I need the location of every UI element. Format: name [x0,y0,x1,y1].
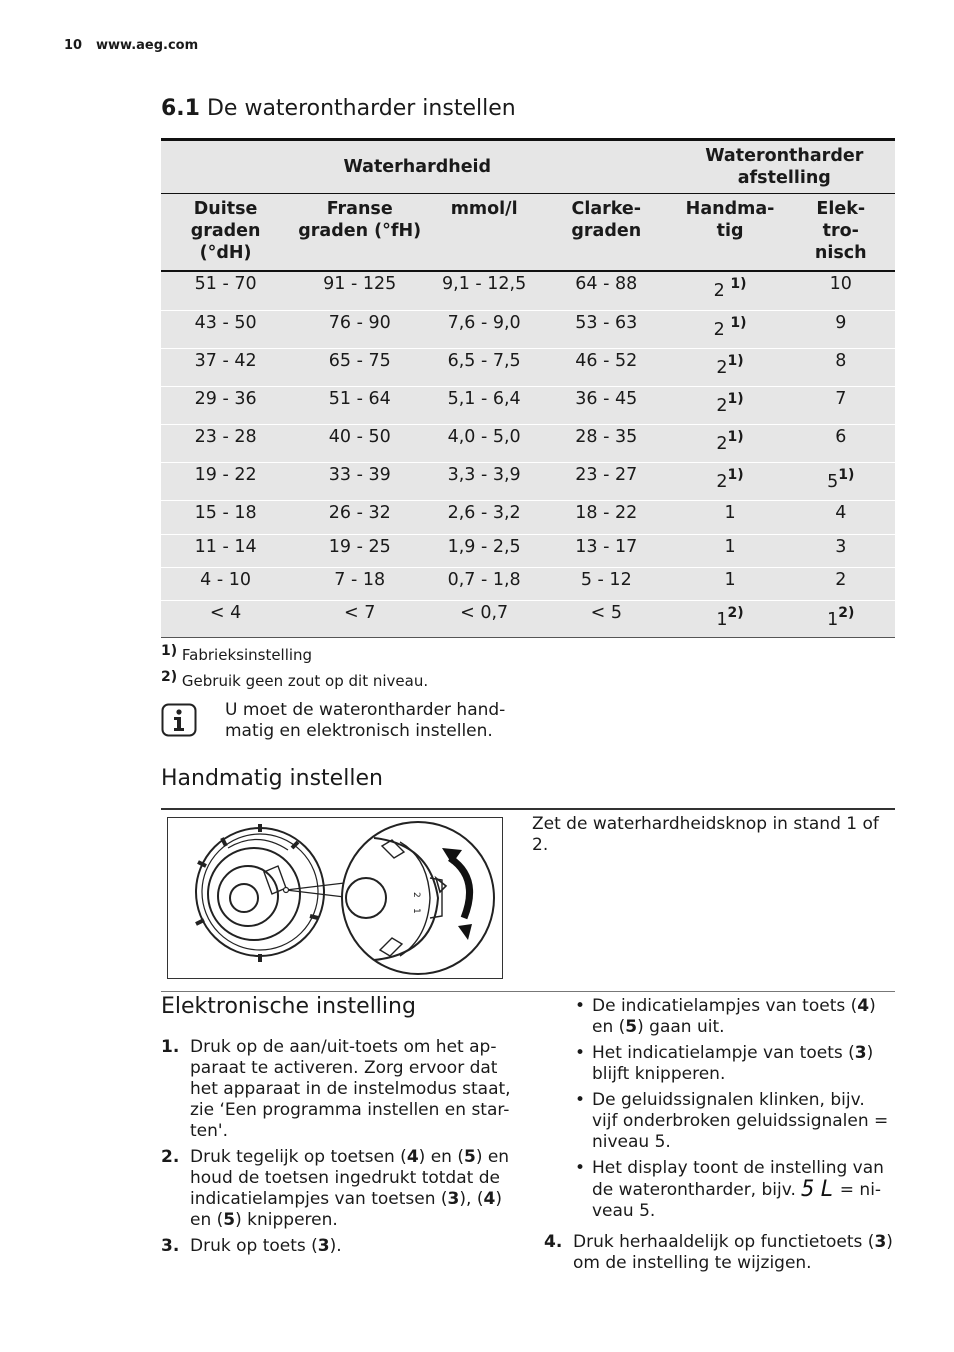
cell: 43 - 50 [161,310,290,348]
cell: 3 [787,534,895,567]
bullet-text: De geluidssignalen klinken, bijv. vijf onderbroken geluidssignalen = niveau 5. [592,1090,889,1152]
key-ref: 5 [223,1210,236,1230]
step-1 [161,1037,511,1142]
cell: 9 [787,310,895,348]
step-text: ), ( [459,1189,484,1209]
table-row [161,534,895,567]
cell [674,386,787,424]
electronic-heading: Elektronische instelling [161,994,416,1019]
dial-label-2: 2 [411,892,421,898]
key-ref: 4 [857,996,870,1016]
cell: 23 - 28 [161,424,290,462]
cell: 51 - 70 [161,271,290,310]
key-ref: 4 [406,1147,419,1167]
cell: 46 - 52 [539,348,674,386]
footnote-mark: 1) [727,390,744,407]
cell [674,348,787,386]
steps-left [161,1037,511,1262]
cell: 10 [787,271,895,310]
cell: 29 - 36 [161,386,290,424]
table-row [161,462,895,500]
cell: 4 [787,500,895,534]
footnote-text: Gebruik geen zout op dit niveau. [181,672,429,690]
bullet-text: De indicatielampjes van toets ( [592,996,858,1016]
cell-value: 2 [713,281,725,301]
bullet-item [573,1158,895,1222]
cell: 6,5 - 7,5 [429,348,539,386]
cell: 6 [787,424,895,462]
cell: 15 - 18 [161,500,290,534]
cell: 33 - 39 [290,462,429,500]
table-row [161,567,895,600]
cell: 91 - 125 [290,271,429,310]
group-header-afstelling: Waterontharder afstelling [674,140,895,194]
page-url: www.aeg.com [96,38,199,53]
footnote-mark: 1) [838,466,855,483]
cell: 7,6 - 9,0 [429,310,539,348]
info-note [225,700,505,742]
bullet-text: ) en ( [592,996,876,1037]
bullet-text: Het display toont de instelling van de waterontharder, bijv. [592,1158,884,1200]
col-header-franse: Franse graden (°fH) [290,194,429,272]
key-ref: 5 [625,1017,638,1037]
bullet-item [573,1043,895,1085]
cell [674,424,787,462]
cell: 13 - 17 [539,534,674,567]
cell: 19 - 22 [161,462,290,500]
cell-value: 2 [716,395,728,416]
step-text: ) en ( [418,1147,464,1167]
footnote-1 [161,643,313,664]
cell: < 7 [290,600,429,637]
footnote-mark: 1) [727,428,744,445]
cell: 2 [787,567,895,600]
cell: 26 - 32 [290,500,429,534]
cell: 76 - 90 [290,310,429,348]
cell: 1 [674,534,787,567]
divider [161,808,895,810]
footnote-mark: 2) [161,669,178,685]
cell: 4,0 - 5,0 [429,424,539,462]
col-header-duitse: Duitse graden (°dH) [161,194,290,272]
softener-dial-illustration [167,817,503,979]
cell: 7 - 18 [290,567,429,600]
col-header-clarke: Clarke-graden [539,194,674,272]
cell: 1 [674,567,787,600]
footnote-2 [161,669,429,690]
cell-value: 2 [716,433,728,454]
step-number: 1. [161,1037,180,1057]
footnote-text: Fabrieksinstelling [181,646,313,664]
step-text: Druk herhaaldelijk op functietoets ( [573,1232,875,1252]
step-text: Druk tegelijk op toetsen ( [190,1147,407,1167]
cell: 53 - 63 [539,310,674,348]
step-4 [544,1232,894,1274]
cell: < 0,7 [429,600,539,637]
cell: 51 - 64 [290,386,429,424]
step-3 [161,1236,511,1257]
bullet-item [573,1090,895,1153]
step-text: ). [329,1236,342,1256]
section-number: 6.1 [161,96,200,121]
col-header-mmol: mmol/l [429,194,539,272]
table-row [161,500,895,534]
cell: 36 - 45 [539,386,674,424]
cell: 3,3 - 3,9 [429,462,539,500]
table-row [161,600,895,637]
cell: < 4 [161,600,290,637]
key-ref: 3 [854,1043,867,1063]
table-row [161,310,895,348]
section-title: De waterontharder instellen [206,96,516,121]
cell-value: 1 [827,609,839,630]
dial-label-1: 1 [411,908,421,914]
cell: 64 - 88 [539,271,674,310]
table-row [161,386,895,424]
bullet-text: = ni-veau 5. [592,1180,882,1221]
cell-value: 2 [713,319,725,340]
step-2 [161,1147,511,1231]
cell: 1 [674,500,787,534]
manual-heading: Handmatig instellen [161,766,383,791]
table-row [161,424,895,462]
section-heading [161,96,516,121]
cell: 0,7 - 1,8 [429,567,539,600]
cell: 9,1 - 12,5 [429,271,539,310]
info-note-line: matig en elektronisch instellen. [225,721,493,741]
step-number: 4. [544,1232,563,1252]
cell: 4 - 10 [161,567,290,600]
cell [674,600,787,637]
display-5l-icon: 5L [801,1177,840,1202]
manual-instruction: Zet de waterhardheidsknop in stand 1 of 2. [532,814,879,855]
cell: 23 - 27 [539,462,674,500]
step-text: Druk op toets ( [190,1236,318,1256]
cell [674,271,787,310]
cell [787,600,895,637]
cell: 28 - 35 [539,424,674,462]
key-ref: 3 [874,1232,887,1252]
footnote-mark: 1) [730,314,747,331]
cell: 1,9 - 2,5 [429,534,539,567]
info-icon [161,703,197,737]
cell: 5,1 - 6,4 [429,386,539,424]
bullet-text: ) gaan uit. [637,1017,725,1037]
cell [674,310,787,348]
step-4-block [544,1232,894,1279]
step-number: 2. [161,1147,180,1167]
cell: 2,6 - 3,2 [429,500,539,534]
cell: 5 - 12 [539,567,674,600]
step-text: ) knipperen. [235,1210,338,1230]
key-ref: 5 [463,1147,476,1167]
cell-value: 1 [716,609,728,630]
cell-value: 2 [716,357,728,378]
footnote-mark: 1) [730,276,747,292]
step-text: Druk op de aan/uit-toets om het ap-paraat te activeren. Zorg ervoor dat het apparaat in de instelmodus staat, zie ‘Een programma instellen en star-ten'. [190,1037,511,1141]
bullets-right [573,996,895,1227]
footnote-mark: 2) [838,604,855,621]
key-ref: 3 [447,1189,460,1209]
table-row [161,348,895,386]
cell: 11 - 14 [161,534,290,567]
divider [161,991,895,992]
cell: 18 - 22 [539,500,674,534]
page-number: 10 [64,38,83,53]
footnote-mark: 1) [727,466,744,483]
cell: 8 [787,348,895,386]
table-row [161,271,895,310]
key-ref: 4 [483,1189,496,1209]
cell-value: 2 [716,471,728,492]
cell [787,462,895,500]
step-number: 3. [161,1236,180,1256]
col-header-handmatig: Handma-tig [674,194,787,272]
cell [674,462,787,500]
bullet-text: Het indicatielampje van toets ( [592,1043,855,1063]
col-header-elektronisch: Elek-tro-nisch [787,194,895,272]
cell: < 5 [539,600,674,637]
step-text: ) en houd de toetsen ingedrukt totdat de indicatielampjes van toetsen ( [190,1147,510,1209]
cell: 19 - 25 [290,534,429,567]
footnote-mark: 2) [727,604,744,621]
footnote-mark: 1) [161,643,178,659]
info-note-line: U moet de waterontharder hand- [225,700,506,720]
footnote-mark: 1) [727,352,744,369]
group-header-waterhardheid: Waterhardheid [161,140,674,194]
cell: 65 - 75 [290,348,429,386]
cell-value: 5 [827,471,839,492]
bullet-item [573,996,895,1038]
key-ref: 3 [317,1236,330,1256]
water-hardness-table [161,138,895,638]
bullet-text: ) blijft knipperen. [592,1043,874,1084]
cell: 37 - 42 [161,348,290,386]
step-text: ) en ( [190,1189,502,1230]
cell: 40 - 50 [290,424,429,462]
cell: 7 [787,386,895,424]
step-text: ) om de instelling te wijzigen. [573,1232,893,1273]
